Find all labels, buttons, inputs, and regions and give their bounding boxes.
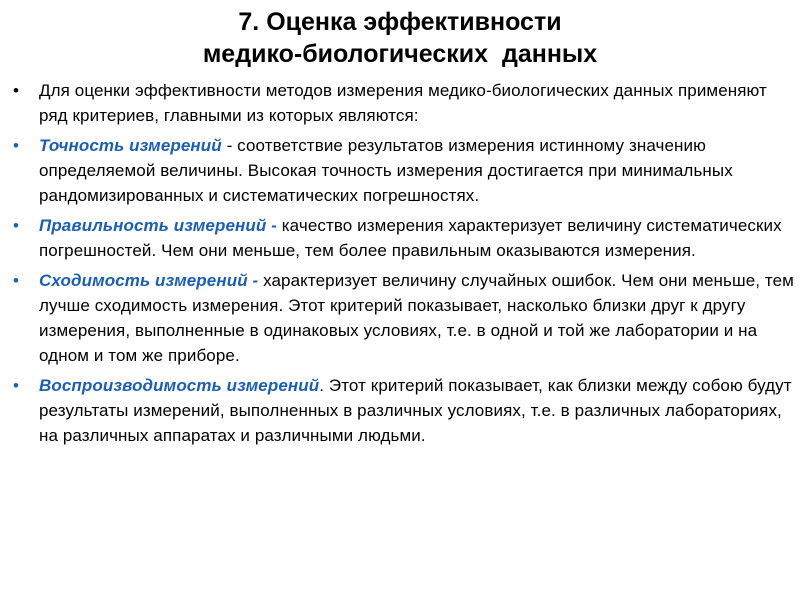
term-convergence: Сходимость измерений - bbox=[39, 271, 259, 290]
list-item-correctness bbox=[12, 213, 796, 263]
list-item-accuracy bbox=[12, 133, 796, 208]
list-item-reproducibility bbox=[12, 373, 796, 448]
slide-title bbox=[0, 6, 800, 70]
bullet-icon: • bbox=[13, 216, 20, 235]
title-line-2: медико-биологических данных bbox=[202, 40, 598, 68]
definition-reproducibility: . Этот критерий показывает, как близки между собою будут результаты измерений, выполненных в различных условиях, т.е. в различных лабораториях, на различных аппаратах и различными людьми. bbox=[39, 376, 792, 445]
definition-correctness: качество измерения характеризует величину систематических погрешностей. Чем они меньше, тем более правильным оказываются измерения. bbox=[39, 216, 782, 260]
title-line-1: 7. Оценка эффективности bbox=[238, 8, 562, 36]
bullet-icon: • bbox=[13, 136, 20, 155]
intro-text: Для оценки эффективности методов измерения медико-биологических данных применяют ряд критериев, главными из которых являются: bbox=[39, 81, 767, 125]
bullet-icon: • bbox=[13, 376, 20, 395]
term-correctness: Правильность измерений - bbox=[39, 216, 277, 235]
list-item-intro bbox=[12, 78, 796, 128]
list-item-convergence bbox=[12, 268, 796, 368]
bullet-list bbox=[12, 78, 796, 453]
definition-accuracy: - соответствие результатов измерения истинному значению определяемой величины. Высокая точность измерения достигается при минимальных рандомизированных и систематических погрешностях. bbox=[39, 136, 733, 205]
bullet-icon: • bbox=[13, 271, 20, 290]
term-accuracy: Точность измерений bbox=[39, 136, 222, 155]
definition-convergence: характеризует величину случайных ошибок. Чем они меньше, тем лучше сходимость измерения. Этот критерий показывает, насколько близки друг к другу измерения, выполненные в одинаковых условиях, т.е. в одной и той же лаборатории и на одном и том же приборе. bbox=[39, 271, 794, 365]
term-reproducibility: Воспроизводимость измерений bbox=[39, 376, 320, 395]
bullet-icon: • bbox=[13, 81, 20, 100]
